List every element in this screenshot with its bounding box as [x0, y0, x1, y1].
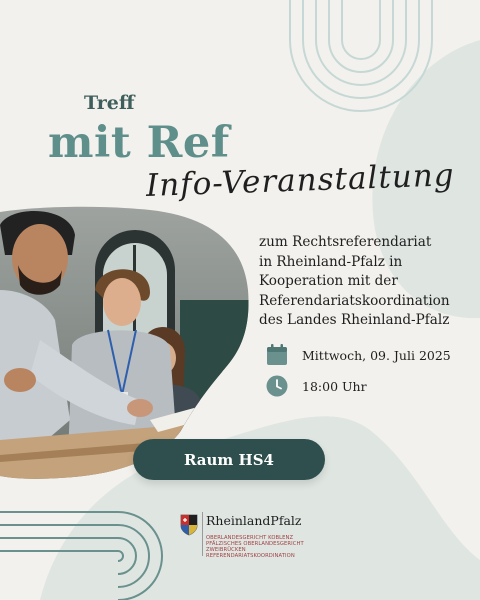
event-date: Mittwoch, 09. Juli 2025 — [302, 347, 451, 363]
description-line: des Landes Rheinland-Pfalz — [259, 312, 450, 329]
description-line: Kooperation mit der — [259, 273, 398, 290]
description-line: zum Rechtsreferendariat — [259, 234, 432, 250]
logo-divider — [202, 512, 203, 556]
event-date-row — [266, 344, 451, 366]
description-line: in Rheinland-Pfalz in — [259, 253, 403, 270]
logo-line: OBERLANDESGERICHT KOBLENZ — [206, 535, 294, 541]
description-line: Referendariatskoordination — [259, 292, 450, 309]
coat-of-arms-icon — [180, 514, 198, 540]
rlp-logo — [180, 510, 380, 560]
event-time-row — [266, 375, 367, 397]
event-time: 18:00 Uhr — [302, 378, 367, 394]
title-treff: Treff — [84, 92, 135, 114]
room-button[interactable]: Raum HS4 — [133, 439, 325, 480]
logo-line: PFÄLZISCHES OBERLANDESGERICHT — [206, 541, 304, 547]
calendar-icon — [266, 344, 288, 366]
title-mit-ref: mit Ref — [48, 118, 230, 168]
title-info-veranstaltung: Info-Veranstaltung — [145, 157, 456, 204]
logo-line: ZWEIBRÜCKEN — [206, 547, 246, 553]
logo-name: RheinlandPfalz — [206, 513, 302, 528]
logo-line: REFERENDARIATSKOORDINATION — [206, 553, 295, 559]
clock-icon — [266, 375, 288, 397]
event-description — [259, 233, 469, 331]
